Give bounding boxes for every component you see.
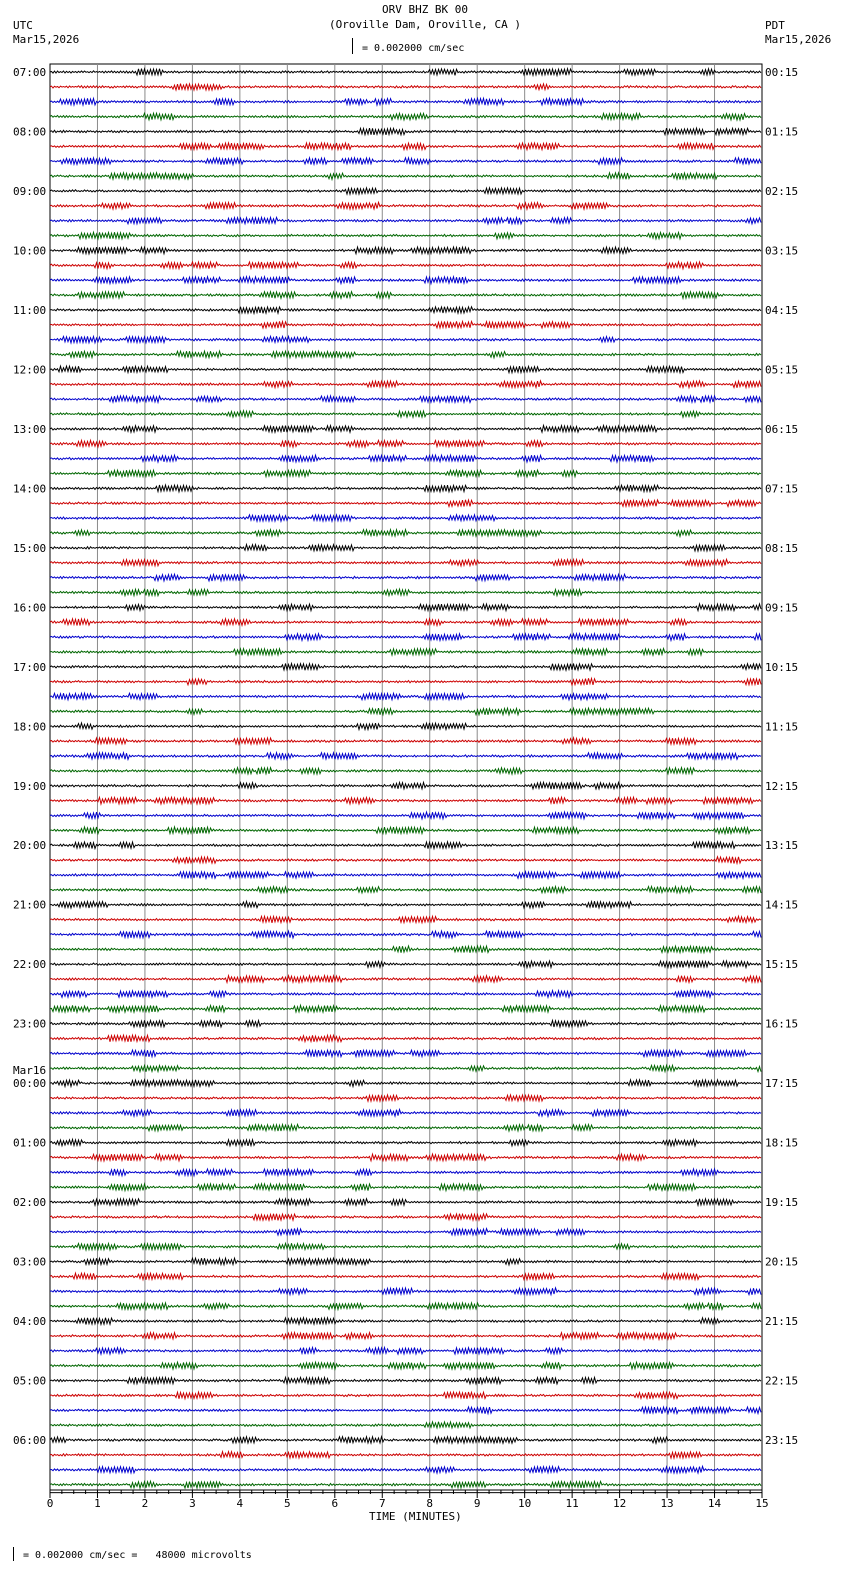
right-hour-label: 07:15 <box>765 482 799 496</box>
seismic-trace <box>50 1095 761 1101</box>
seismic-trace <box>50 1377 761 1384</box>
seismic-trace <box>50 143 761 150</box>
seismic-trace <box>50 1080 761 1087</box>
seismic-trace <box>50 768 761 775</box>
left-hour-label: 15:00 <box>13 541 47 555</box>
right-hour-label: 10:15 <box>765 660 799 674</box>
seismic-trace <box>50 202 761 209</box>
x-tick-label: 14 <box>707 1497 722 1510</box>
seismic-trace <box>50 961 761 968</box>
seismic-trace <box>50 232 761 239</box>
right-hour-label: 02:15 <box>765 184 799 198</box>
footer-scale-bar <box>13 1547 14 1561</box>
seismic-trace <box>50 426 761 433</box>
right-hour-label: 09:15 <box>765 601 799 615</box>
seismic-trace <box>50 901 761 908</box>
seismic-trace <box>50 247 761 254</box>
seismic-trace <box>50 842 761 849</box>
left-hour-label: 04:00 <box>13 1315 47 1329</box>
x-tick-label: 11 <box>565 1497 579 1510</box>
x-tick-label: 7 <box>378 1497 386 1510</box>
trace-layer <box>50 69 761 1488</box>
seismic-trace <box>50 173 761 180</box>
seismic-trace <box>50 1005 761 1012</box>
seismic-trace <box>50 574 761 581</box>
seismic-trace <box>50 693 761 700</box>
right-hour-label: 16:15 <box>765 1017 799 1031</box>
seismic-trace <box>50 1437 761 1444</box>
seismic-trace <box>50 440 761 447</box>
left-hour-label: 14:00 <box>13 482 47 496</box>
station-title: ORV BHZ BK 00 <box>381 3 469 16</box>
seismic-trace <box>50 782 761 789</box>
right-hour-label: 05:15 <box>765 363 799 377</box>
seismic-trace <box>50 217 761 224</box>
left-hour-label: 22:00 <box>13 958 47 972</box>
left-hour-label: 08:00 <box>13 125 47 139</box>
x-tick-label: 13 <box>660 1497 674 1510</box>
left-hour-label: 19:00 <box>13 779 47 793</box>
x-tick-label: 6 <box>331 1497 339 1510</box>
x-tick-label: 9 <box>473 1497 481 1510</box>
x-tick-label: 0 <box>46 1497 54 1510</box>
right-hour-label: 01:15 <box>765 125 799 139</box>
right-hour-label: 03:15 <box>765 244 799 258</box>
seismic-trace <box>50 604 761 611</box>
seismic-trace <box>50 277 761 284</box>
seismic-trace <box>50 292 761 299</box>
right-hour-label: 20:15 <box>765 1255 799 1269</box>
seismic-trace <box>50 1258 761 1265</box>
seismic-trace <box>50 336 761 343</box>
seismic-trace <box>50 678 761 685</box>
scale-label: = 0.002000 cm/sec <box>362 43 465 54</box>
right-hour-label: 17:15 <box>765 1077 799 1091</box>
seismic-trace <box>50 262 761 269</box>
seismic-trace <box>50 1407 761 1414</box>
seismic-trace <box>50 1392 761 1399</box>
seismic-trace <box>50 857 761 864</box>
seismic-trace <box>50 1110 761 1117</box>
seismic-trace <box>50 1362 761 1369</box>
right-hour-label: 19:15 <box>765 1196 799 1210</box>
right-hour-label: 14:15 <box>765 898 799 912</box>
seismic-trace <box>50 500 761 507</box>
left-date: Mar15,2026 <box>13 33 80 46</box>
x-tick-label: 2 <box>141 1497 149 1510</box>
right-hour-label: 23:15 <box>765 1434 799 1448</box>
x-axis-label: TIME (MINUTES) <box>369 1510 462 1523</box>
right-hour-label: 22:15 <box>765 1374 799 1388</box>
x-tick-label: 1 <box>94 1497 101 1510</box>
left-hour-label: 06:00 <box>13 1434 47 1448</box>
seismic-trace <box>50 723 761 730</box>
right-timezone: PDT <box>765 19 785 32</box>
seismic-trace <box>50 1199 761 1206</box>
left-hour-label: 07:00 <box>13 66 47 79</box>
seismic-trace <box>50 1243 761 1250</box>
seismic-trace <box>50 1466 761 1473</box>
seismic-trace <box>50 128 761 135</box>
right-hour-label: 06:15 <box>765 422 799 436</box>
seismic-trace <box>50 1184 761 1191</box>
right-hour-label: 15:15 <box>765 958 799 972</box>
seismic-trace <box>50 1214 761 1221</box>
left-hour-label: 21:00 <box>13 898 47 912</box>
seismic-trace <box>50 708 761 715</box>
right-hour-label: 12:15 <box>765 779 799 793</box>
seismic-trace <box>50 98 761 105</box>
left-hour-label: 23:00 <box>13 1017 47 1031</box>
location-title: (Oroville Dam, Oroville, CA ) <box>328 18 522 31</box>
seismic-trace <box>50 649 761 656</box>
seismic-trace <box>50 1169 761 1176</box>
x-tick-label: 4 <box>236 1497 244 1510</box>
seismic-trace <box>50 1065 761 1072</box>
seismic-trace <box>50 485 761 492</box>
seismic-trace <box>50 916 761 923</box>
x-tick-label: 8 <box>426 1497 434 1510</box>
seismic-trace <box>50 455 761 462</box>
seismic-trace <box>50 887 761 894</box>
date-change-label: Mar16 <box>13 1064 47 1078</box>
left-hour-label: 17:00 <box>13 660 47 674</box>
seismic-trace <box>50 753 761 760</box>
footer-scale-note: = 0.002000 cm/sec = 48000 microvolts <box>23 1550 252 1561</box>
right-hour-label: 11:15 <box>765 720 799 734</box>
left-hour-label: 12:00 <box>13 363 47 377</box>
seismic-trace <box>50 664 761 671</box>
left-timezone: UTC <box>13 19 33 32</box>
seismic-trace <box>50 619 761 626</box>
x-tick-label: 3 <box>189 1497 196 1510</box>
seismic-trace <box>50 1288 761 1295</box>
seismic-trace <box>50 69 761 76</box>
seismic-trace <box>50 1035 761 1042</box>
seismic-trace <box>50 411 761 418</box>
seismic-trace <box>50 396 761 403</box>
seismic-trace <box>50 1125 761 1132</box>
seismic-trace <box>50 1348 761 1355</box>
seismic-trace <box>50 634 761 641</box>
seismic-trace <box>50 188 761 195</box>
left-hour-label: 10:00 <box>13 244 47 258</box>
seismic-trace <box>50 1273 761 1280</box>
seismic-trace <box>50 1050 761 1057</box>
seismic-trace <box>50 589 761 596</box>
seismic-trace <box>50 872 761 879</box>
seismic-trace <box>50 1020 761 1027</box>
left-hour-label: 00:00 <box>13 1077 47 1091</box>
seismic-trace <box>50 351 761 358</box>
seismic-trace <box>50 1333 761 1340</box>
left-hour-label: 13:00 <box>13 422 47 436</box>
seismic-trace <box>50 530 761 537</box>
right-hour-label: 18:15 <box>765 1136 799 1150</box>
right-hour-label: 04:15 <box>765 303 799 317</box>
seismic-trace <box>50 946 761 953</box>
seismic-trace <box>50 515 761 522</box>
seismic-trace <box>50 545 761 552</box>
x-tick-label: 15 <box>755 1497 769 1510</box>
seismic-trace <box>50 1422 761 1428</box>
right-hour-label: 21:15 <box>765 1315 799 1329</box>
seismic-trace <box>50 827 761 834</box>
seismic-trace <box>50 1303 761 1310</box>
seismic-trace <box>50 470 761 477</box>
left-hour-label: 05:00 <box>13 1374 47 1388</box>
seismic-trace <box>50 321 761 328</box>
left-hour-label: 02:00 <box>13 1196 47 1210</box>
x-tick-label: 10 <box>518 1497 532 1510</box>
left-hour-label: 18:00 <box>13 720 47 734</box>
seismic-trace <box>50 1452 761 1459</box>
seismic-trace <box>50 931 761 938</box>
seismic-trace <box>50 1318 761 1325</box>
seismic-trace <box>50 307 761 314</box>
seismic-trace <box>50 991 761 998</box>
seismic-trace <box>50 381 761 388</box>
seismic-trace <box>50 1139 761 1146</box>
seismic-trace <box>50 1481 761 1488</box>
seismic-trace <box>50 812 761 819</box>
seismic-trace <box>50 1229 761 1236</box>
left-hour-label: 16:00 <box>13 601 47 615</box>
seismic-trace <box>50 1154 761 1161</box>
seismic-trace <box>50 158 761 165</box>
seismic-trace <box>50 976 761 983</box>
left-hour-label: 11:00 <box>13 303 47 317</box>
left-hour-label: 03:00 <box>13 1255 47 1269</box>
right-hour-label: 13:15 <box>765 839 799 853</box>
seismic-trace <box>50 113 761 120</box>
right-hour-label: 08:15 <box>765 541 799 555</box>
left-hour-label: 01:00 <box>13 1136 47 1150</box>
seismic-trace <box>50 84 761 91</box>
seismic-trace <box>50 738 761 745</box>
seismic-trace <box>50 797 761 804</box>
x-tick-label: 12 <box>612 1497 627 1510</box>
right-date: Mar15,2026 <box>765 33 832 46</box>
left-hour-label: 20:00 <box>13 839 47 853</box>
x-tick-label: 5 <box>284 1497 291 1510</box>
seismic-trace <box>50 366 761 373</box>
left-hour-label: 09:00 <box>13 184 47 198</box>
seismic-trace <box>50 559 761 566</box>
right-hour-label: 00:15 <box>765 66 799 79</box>
